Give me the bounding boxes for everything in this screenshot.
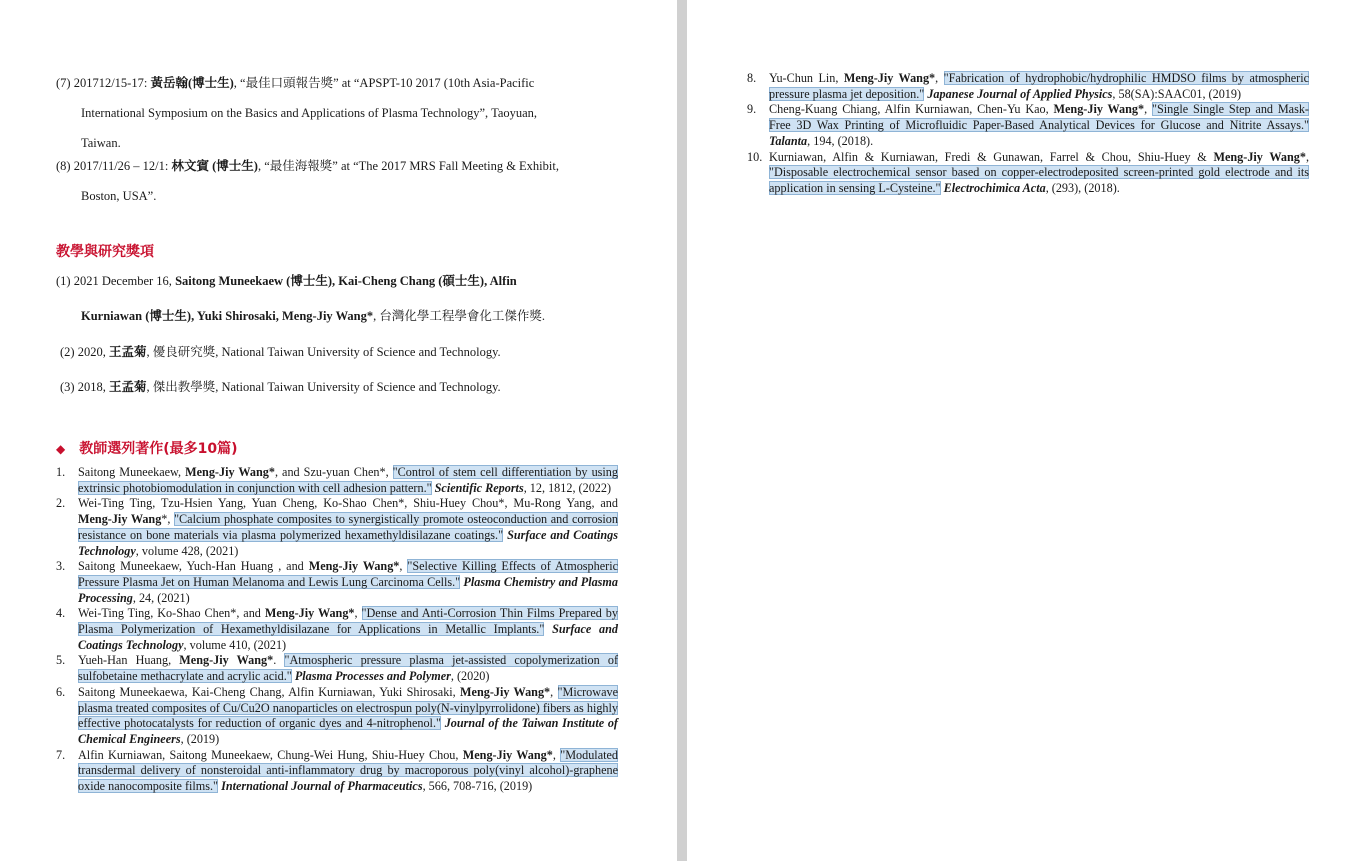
publication-authors: Yueh-Han Huang, <box>78 653 180 668</box>
publication-list-right <box>747 71 1309 197</box>
publication-number: 3. <box>56 559 66 574</box>
publication-item <box>56 653 618 684</box>
award-item-8 <box>56 151 626 211</box>
award-date: (7) 201712/15-17: <box>56 76 151 90</box>
publication-corresponding-author: Meng-Jiy Wang* <box>460 684 551 699</box>
publication-authors: , <box>935 71 944 85</box>
award-recipient: 王孟菊 <box>108 345 147 359</box>
publication-title-highlight[interactable]: "Selective Killing Effects of Atmospheric Pressure Plasma Jet on Human Melanoma and Lewis Lung Carcinoma Cells." <box>78 559 618 589</box>
publication-number: 9. <box>747 102 757 117</box>
publication-details: , volume 410, (2021) <box>183 637 287 652</box>
publication-journal: Talanta <box>769 133 808 148</box>
award-recipient: 王孟菊 <box>108 380 147 394</box>
award-text: , 優良研究獎, National Taiwan University of Science and Technology. <box>146 345 501 359</box>
publication-authors: , <box>399 559 408 574</box>
publication-corresponding-author: Meng-Jiy Wang* <box>1053 102 1145 117</box>
teaching-award-2 <box>60 343 640 361</box>
award-text-line: Boston, USA”. <box>81 189 157 203</box>
publication-details: , 194, (2018). <box>807 133 874 148</box>
publication-corresponding-author: Meng-Jiy Wang* <box>843 71 936 85</box>
award-text: , “最佳海報獎” at “The 2017 MRS Fall Meeting & Exhibit, <box>257 159 559 173</box>
publication-authors: , <box>354 606 362 621</box>
award-text: , “最佳口頭報告獎” at “APSPT-10 2017 (10th Asia-Pacific <box>233 76 535 90</box>
publication-item <box>56 748 618 795</box>
publication-authors: Alfin Kurniawan, Saitong Muneekaew, Chung-Wei Hung, Shiu-Huey Chou, <box>78 747 463 762</box>
teaching-award-1-cont <box>56 307 641 325</box>
publication-authors: Yu-Chun Lin, <box>769 71 844 85</box>
publication-corresponding-author: Meng-Jiy Wang* <box>179 653 274 668</box>
publication-authors: Wei-Ting Ting, Tzu-Hsien Yang, Yuan Cheng, Ko-Shao Chen*, Shiu-Huey Chou*, Mu-Rong Yang, and <box>78 496 618 511</box>
publication-journal: Journal of the Taiwan Institute of Chemical Engineers <box>78 716 618 746</box>
publication-number: 6. <box>56 684 66 699</box>
publication-journal: Surface and Coatings Technology <box>78 622 619 652</box>
publication-number: 1. <box>56 465 66 479</box>
publication-details: , (2019) <box>180 731 220 746</box>
publication-details: , (293), (2018). <box>1045 180 1120 195</box>
publication-details: , 24, (2021) <box>132 590 190 605</box>
award-date: (8) 2017/11/26 – 12/1: <box>56 159 172 173</box>
award-text-line: International Symposium on the Basics and Applications of Plasma Technology”, Taoyuan, <box>81 106 538 120</box>
publication-details: , 58(SA):SAAC01, (2019) <box>1112 86 1242 101</box>
teaching-award-1 <box>56 272 636 290</box>
section-heading-publications <box>56 438 238 458</box>
publication-journal: Surface and Coatings Technology <box>78 527 619 558</box>
publication-corresponding-author: Meng-Jiy Wang* <box>462 747 553 762</box>
publication-number: 5. <box>56 653 66 668</box>
award-date: (2) 2020, <box>60 345 109 359</box>
publication-number: 8. <box>747 71 757 85</box>
award-recipients: Kurniawan (博士生), Yuki Shirosaki, Meng-Jiy Wang* <box>81 309 374 323</box>
publication-corresponding-author: Meng-Jiy Wang* <box>185 465 275 479</box>
publication-details: , 566, 708-716, (2019) <box>422 779 533 794</box>
publication-item <box>56 685 618 748</box>
publication-title-highlight[interactable]: "Atmospheric pressure plasma jet-assisted copolymerization of sulfobetaine methacrylate and acrylic acid." <box>78 653 619 684</box>
publication-title-highlight[interactable]: "Single Single Step and Mask-Free 3D Wax Printing of Microfluidic Paper-Based Analytical Devices for Glucose and Nitrite Assays." <box>769 102 1309 133</box>
award-date: (3) 2018, <box>60 380 109 394</box>
award-text: , 傑出教學獎, National Taiwan University of Science and Technology. <box>146 380 501 394</box>
publication-title-highlight[interactable]: "Microwave plasma treated composites of Cu/Cu2O nanoparticles on electrospun poly(N-vinylpyrrolidone) fibers as highly effective photocatalysts for reduction of organic dyes and 4-nitrophenol." <box>78 684 618 731</box>
award-item-7 <box>56 68 626 158</box>
award-date: (1) 2021 December 16, <box>56 274 176 288</box>
award-text-line: Taiwan. <box>81 136 121 150</box>
publication-number: 4. <box>56 606 66 621</box>
publication-authors: , <box>1144 102 1152 117</box>
publication-authors: , <box>552 747 561 762</box>
diamond-bullet-icon: ◆ <box>56 442 66 456</box>
publication-authors: . <box>273 653 285 668</box>
publication-authors: Wei-Ting Ting, Ko-Shao Chen*, and <box>78 606 265 621</box>
publication-authors: Saitong Muneekaewa, Kai-Cheng Chang, Alfin Kurniawan, Yuki Shirosaki, <box>78 684 461 699</box>
award-text: , 台灣化學工程學會化工傑作獎. <box>373 309 545 323</box>
publication-item <box>56 559 618 606</box>
teaching-award-3 <box>60 378 640 396</box>
publication-corresponding-author: Meng-Jiy Wang* <box>1213 149 1306 164</box>
award-recipients: Saitong Muneekaew (博士生), Kai-Cheng Chang (碩士生), Alfin <box>175 274 517 288</box>
section-heading-teaching-awards: 教學與研究獎項 <box>56 244 154 260</box>
publication-details: , 12, 1812, (2022) <box>523 480 612 495</box>
publication-details: , volume 428, (2021) <box>135 543 239 558</box>
publication-title-highlight[interactable]: "Modulated transdermal delivery of nonsteroidal anti-inflammatory drug by macroporous poly(vinyl alcohol)-graphene oxide nanocomposite films." <box>78 747 618 794</box>
publication-journal: International Journal of Pharmaceutics <box>221 779 423 794</box>
publication-corresponding-author: Meng-Jiy Wang <box>78 512 162 527</box>
publication-number: 2. <box>56 496 66 511</box>
publication-journal: Scientific Reports <box>434 480 524 495</box>
publication-item <box>747 150 1309 197</box>
publication-title-highlight[interactable]: "Fabrication of hydrophobic/hydrophilic HMDSO films by atmospheric pressure plasma jet deposition." <box>769 71 1310 101</box>
document-page-left <box>0 0 677 861</box>
publication-journal: Electrochimica Acta <box>943 180 1046 195</box>
publication-authors: Kurniawan, Alfin & Kurniawan, Fredi & Gunawan, Farrel & Chou, Shiu-Huey & <box>769 149 1214 164</box>
publication-journal: Japanese Journal of Applied Physics <box>927 86 1113 101</box>
publication-number: 7. <box>56 747 66 762</box>
section-heading-text: 教師選列著作(最多10篇) <box>79 441 238 457</box>
publication-item <box>747 71 1309 102</box>
publication-authors: Cheng-Kuang Chiang, Alfin Kurniawan, Chen-Yu Kao, <box>769 102 1054 117</box>
publication-authors: , <box>1305 149 1309 164</box>
publication-authors: , <box>550 684 558 699</box>
publication-authors: , and Szu-yuan Chen*, <box>274 465 393 479</box>
publication-details: , (2020) <box>450 669 490 684</box>
publication-title-highlight[interactable]: "Calcium phosphate composites to synergistically promote osteoconduction and corrosion resistance on bone materials via plasma polymerized hexamethyldisilazane coatings." <box>78 512 618 542</box>
publication-item <box>56 465 618 496</box>
publication-number: 10. <box>747 149 763 164</box>
publication-corresponding-author: Meng-Jiy Wang* <box>308 559 400 574</box>
publication-list-left <box>56 465 618 795</box>
publication-item <box>747 102 1309 149</box>
publication-authors: Saitong Muneekaew, <box>78 465 186 479</box>
publication-corresponding-author: Meng-Jiy Wang* <box>264 606 355 621</box>
publication-authors: Saitong Muneekaew, Yuch-Han Huang , and <box>78 559 309 574</box>
document-page-right <box>687 0 1363 861</box>
award-recipient: 林文賓 (博士生) <box>171 159 258 173</box>
publication-title-highlight[interactable]: "Disposable electrochemical sensor based on copper-electrodeposited screen-printed gold electrode and its application in sensing L-Cysteine." <box>769 165 1309 195</box>
publication-journal: Plasma Chemistry and Plasma Processing <box>78 574 619 605</box>
award-recipient: 黃岳翰(博士生) <box>150 76 234 90</box>
publication-journal: Plasma Processes and Polymer <box>294 669 451 684</box>
page-gutter <box>677 0 687 861</box>
publication-item <box>56 606 618 653</box>
publication-item <box>56 496 618 559</box>
publication-title-highlight[interactable]: "Dense and Anti-Corrosion Thin Films Prepared by Plasma Polymerization of Hexamethyldisilazane for Applications in Metallic Implants." <box>78 606 618 637</box>
publication-title-highlight[interactable]: "Control of stem cell differentiation by using extrinsic photobiomodulation in conjunction with cell adhesion pattern." <box>78 465 618 495</box>
publication-authors: *, <box>161 512 175 527</box>
